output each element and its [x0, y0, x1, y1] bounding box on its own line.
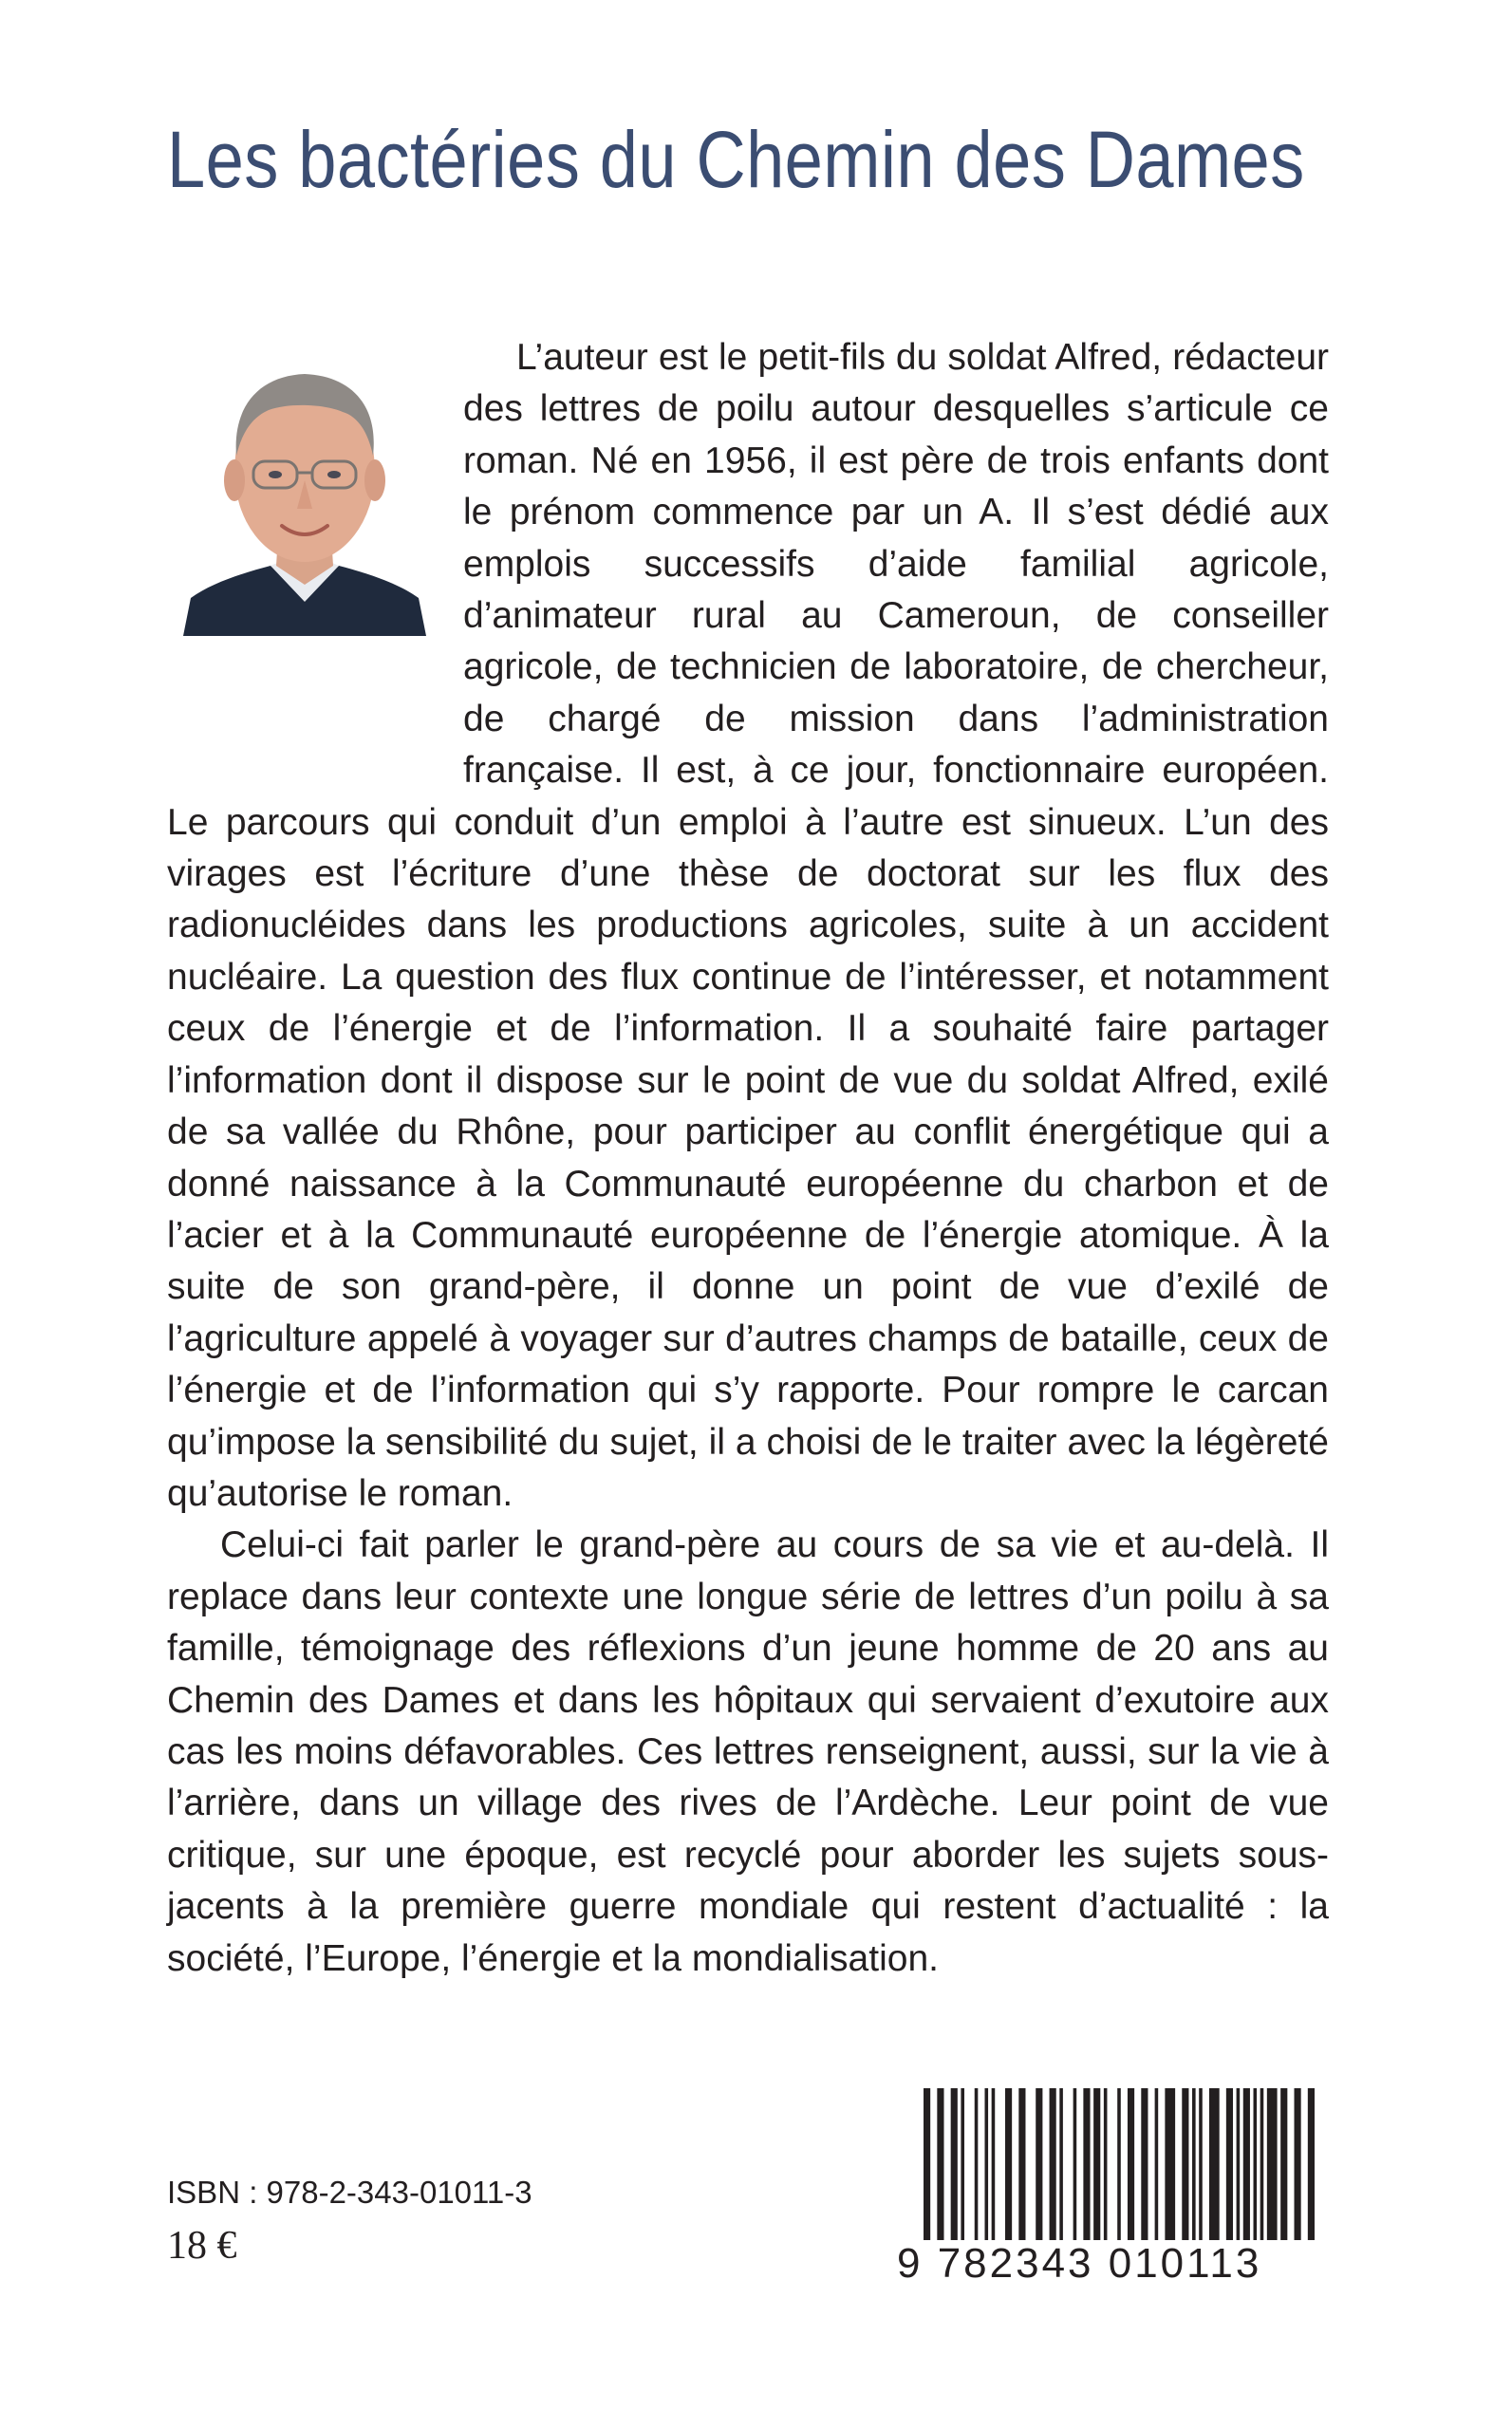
- barcode-bar: [951, 2088, 958, 2240]
- barcode-bar: [1018, 2088, 1025, 2240]
- barcode-digits: 9 782343 010113: [897, 2240, 1262, 2287]
- author-biography-paragraph: L’auteur est le petit-fils du soldat Alfred, rédacteur des lettres de poilu autour desquelles s’articule ce roman. Né en 1956, il est père de trois enfants dont le prénom commence par un A. Il s’est dédié aux emplois successifs d’aide familial agricole, d’animateur rural au Cameroun, de conseiller agricole, de technicien de laboratoire, de chercheur, de chargé de mission dans l’administration française. Il est, à ce jour, fonctionnaire européen. Le parcours qui conduit d’un emploi à l’autre est sinueux. L’un des virages est l’écriture d’une thèse de doctorat sur les flux des radionucléides dans les productions agricoles, suite à un accident nucléaire. La question des flux continue de l’intéresser, et notamment ceux de l’énergie et de l’information. Il a souhaité faire partager l’information dont il dispose sur le point de vue du soldat Alfred, exilé de sa vallée du Rhône, pour participer au conflit énergétique qui a donné naissance à la Communauté européenne du charbon et de l’acier et à la Communauté européenne de l’énergie atomique. À la suite de son grand-père, il donne un point de vue d’exilé de l’agriculture appelé à voyager sur d’autres champs de bataille, ceux de l’énergie et de l’information qui s’y rapporte. Pour rompre le carcan qu’impose la sensibilité du sujet, il a choisi de le traiter avec la légèreté qu’autorise le roman.: [167, 337, 1329, 1514]
- barcode-bar: [1073, 2088, 1077, 2240]
- barcode-bar: [1165, 2088, 1175, 2240]
- photo-spacer: [167, 338, 452, 746]
- barcode-bar: [1199, 2088, 1203, 2240]
- novel-summary-paragraph: Celui-ci fait parler le grand-père au cours de sa vie et au-delà. Il replace dans leur contexte une longue série de lettres d’un poilu à sa famille, témoignage des réflexions d’un jeune homme de 20 ans au Chemin des Dames et dans les hôpitaux qui servaient d’exutoire aux cas les moins défavorables. Ces lettres renseignent, aussi, sur la vie à l’arrière, dans un village des rives de l’Ardèche. Leur point de vue critique, sur une époque, est recyclé pour aborder les sujets sous-jacents à la première guerre mondiale qui restent d’actualité : la société, l’Europe, l’énergie et la mondialisation.: [167, 1524, 1329, 1979]
- book-title: Les bactéries du Chemin des Dames: [167, 115, 1305, 204]
- barcode-bar: [1308, 2088, 1315, 2240]
- barcode-bar: [1182, 2088, 1188, 2240]
- barcode-bar: [937, 2088, 943, 2240]
- barcode-bar: [961, 2088, 964, 2240]
- isbn-label: ISBN : 978-2-343-01011-3: [167, 2175, 532, 2210]
- barcode-bar: [1237, 2088, 1241, 2240]
- price-label: 18 €: [167, 2224, 237, 2268]
- barcode: [897, 2081, 1334, 2289]
- barcode-bar: [1254, 2088, 1258, 2240]
- barcode-bar: [924, 2088, 930, 2240]
- barcode-bar: [1226, 2088, 1233, 2240]
- barcode-bar: [1192, 2088, 1196, 2240]
- barcode-bar: [1093, 2088, 1100, 2240]
- barcode-bar: [1155, 2088, 1159, 2240]
- barcode-bar: [1295, 2088, 1301, 2240]
- barcode-bar: [1141, 2088, 1148, 2240]
- barcode-bar: [1117, 2088, 1121, 2240]
- barcode-bar: [1005, 2088, 1012, 2240]
- barcode-bar: [1050, 2088, 1056, 2240]
- back-cover-text: [167, 332, 1329, 1985]
- barcode-bar: [992, 2088, 996, 2240]
- barcode-bar: [1083, 2088, 1090, 2240]
- barcode-bar: [1243, 2088, 1250, 2240]
- barcode-bar: [1104, 2088, 1108, 2240]
- barcode-bar: [1260, 2088, 1264, 2240]
- barcode-bar: [1280, 2088, 1287, 2240]
- barcode-bar: [1128, 2088, 1134, 2240]
- barcode-bars-icon: [924, 2088, 1315, 2240]
- barcode-bar: [975, 2088, 979, 2240]
- barcode-bar: [1267, 2088, 1278, 2240]
- barcode-bar: [1036, 2088, 1042, 2240]
- barcode-bar: [1209, 2088, 1220, 2240]
- barcode-bar: [1059, 2088, 1063, 2240]
- barcode-bar: [984, 2088, 988, 2240]
